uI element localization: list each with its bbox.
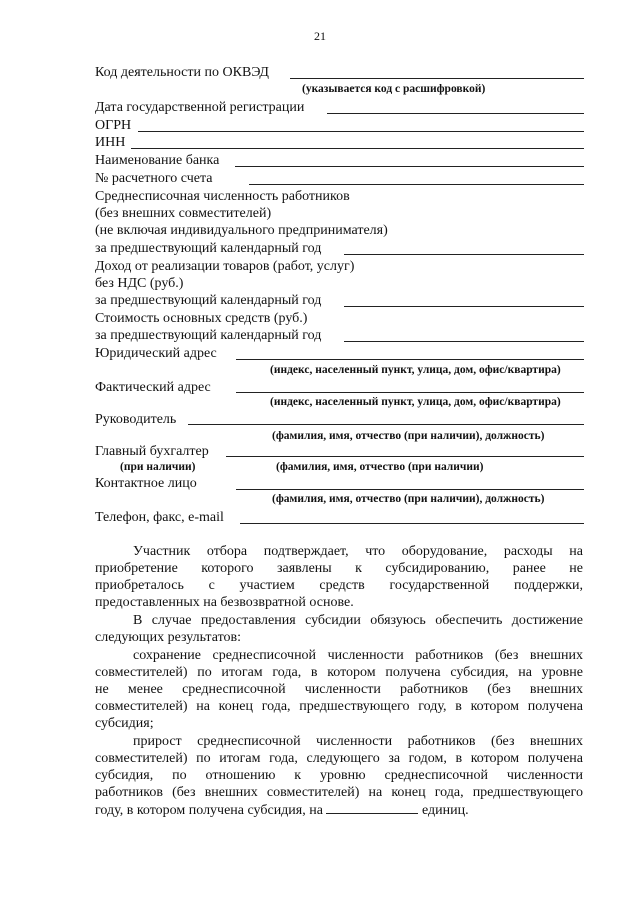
para4-line-4: работников (без внешних совместителей) на конец года, предшествующего [95,785,583,800]
para3-line-4: совместителей) на конец года, предшествующего году, в котором получена [95,699,583,714]
para3-line-1: сохранение среднесписочной численности работников (без внешних [133,648,583,663]
director-hint: (фамилия, имя, отчество (при наличии), должность) [272,430,545,442]
prev-year-label-2: за предшествующий календарный год [95,293,322,308]
para3-line-3: не менее среднесписочной численности работников (без внешних [95,682,583,697]
para4-line-3: субсидия, по отношению к уровню среднесписочной численности [95,768,583,783]
para1-line-2: приобретение которого заявлены к субсидированию, ранее не [95,561,583,576]
legal-address-line[interactable] [236,359,584,360]
reg-date-line[interactable] [327,113,584,114]
employees-label-3: (не включая индивидуального предпринимателя) [95,223,388,238]
okved-line[interactable] [290,78,584,79]
accountant-line[interactable] [226,456,584,457]
para4-line-2: совместителей) по итогам года, следующего за годом, в котором получена [95,751,583,766]
units-label: единиц. [421,803,469,818]
account-label: № расчетного счета [95,171,213,186]
phone-label: Телефон, факс, e-mail [95,510,224,525]
bank-line[interactable] [235,166,584,167]
para3-line-5: субсидия; [95,716,154,731]
assets-line[interactable] [344,341,584,342]
income-label-1: Доход от реализации товаров (работ, услуг) [95,259,355,274]
para1-line-3: приобреталось с участием средств государственной поддержки, [95,578,583,593]
ogrn-line[interactable] [138,131,584,132]
employees-label-2: (без внешних совместителей) [95,206,272,221]
ogrn-label: ОГРН [95,118,132,133]
actual-address-label: Фактический адрес [95,380,211,395]
prev-year-label-3: за предшествующий календарный год [95,328,322,343]
actual-address-line[interactable] [236,392,584,393]
para1-line-4: предоставленных на безвозвратной основе. [95,595,354,610]
para2-line-2: следующих результатов: [95,630,242,645]
contact-label: Контактное лицо [95,476,197,491]
inn-line[interactable] [131,148,584,149]
prev-year-label-1: за предшествующий календарный год [95,241,322,256]
inn-label: ИНН [95,135,126,150]
income-line[interactable] [344,306,584,307]
accountant-hint: (фамилия, имя, отчество (при наличии) [276,461,484,473]
income-label-2: без НДС (руб.) [95,276,184,291]
para4-line-5 [95,801,583,820]
contact-line[interactable] [236,489,584,490]
para3-line-2: совместителей) по итогам года, в котором получена субсидия, на уровне [95,665,583,680]
actual-address-hint: (индекс, населенный пункт, улица, дом, офис/квартира) [270,396,561,408]
bank-label: Наименование банка [95,153,220,168]
units-blank[interactable] [326,801,418,814]
employees-line[interactable] [344,254,584,255]
assets-label: Стоимость основных средств (руб.) [95,311,308,326]
para1-line-1: Участник отбора подтверждает, что оборудование, расходы на [133,544,583,559]
page-number: 21 [314,29,326,43]
okved-hint: (указывается код с расшифровкой) [302,83,486,95]
employees-label-1: Среднесписочная численность работников [95,189,350,204]
director-label: Руководитель [95,412,177,427]
accountant-label: Главный бухгалтер [95,444,209,459]
legal-address-hint: (индекс, населенный пункт, улица, дом, офис/квартира) [270,364,561,376]
reg-date-label: Дата государственной регистрации [95,100,305,115]
accountant-sub-label: (при наличии) [120,461,196,473]
para4-line-1: прирост среднесписочной численности работников (без внешних [133,734,583,749]
contact-hint: (фамилия, имя, отчество (при наличии), должность) [272,493,545,505]
para4-last-text: году, в котором получена субсидия, на [95,803,323,818]
phone-line[interactable] [240,523,584,524]
para2-line-1: В случае предоставления субсидии обязуюсь обеспечить достижение [133,613,583,628]
okved-label: Код деятельности по ОКВЭД [95,65,269,80]
account-line[interactable] [249,184,584,185]
director-line[interactable] [188,424,584,425]
legal-address-label: Юридический адрес [95,346,217,361]
